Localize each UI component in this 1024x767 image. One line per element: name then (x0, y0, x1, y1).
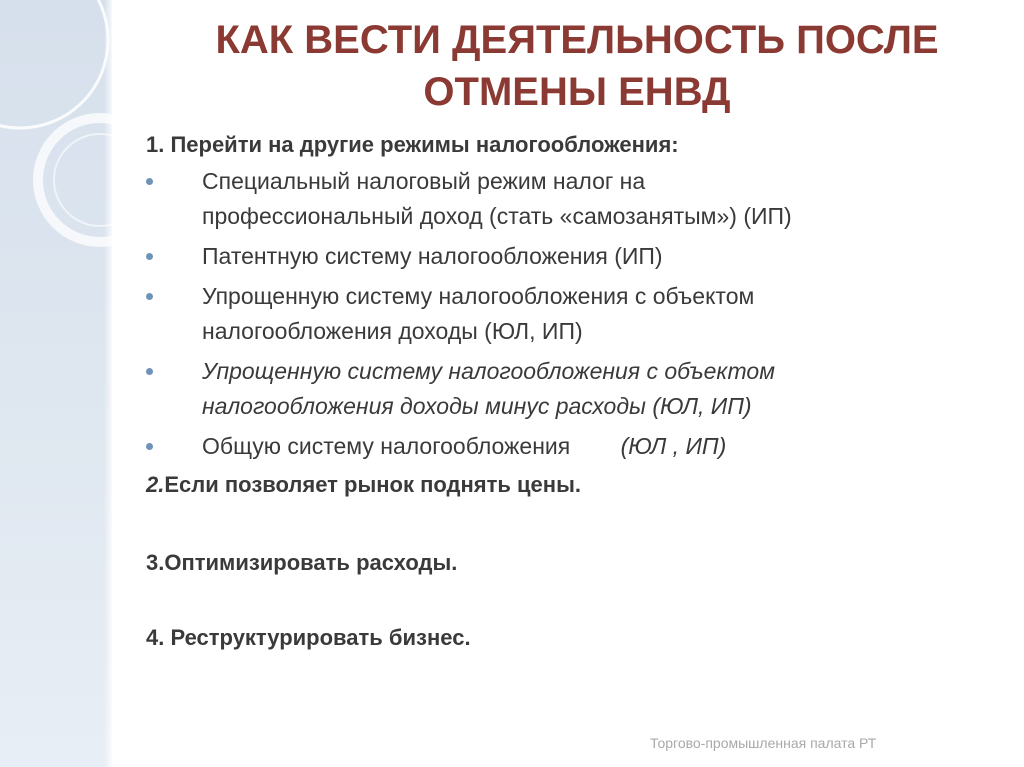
bullet-dot-icon (146, 253, 153, 260)
regime-list (146, 164, 1006, 464)
bullet-4-line-2: налогообложения доходы минус расходы (ЮЛ, ИП) (202, 393, 752, 419)
list-item (146, 164, 1006, 234)
bullet-dot-icon (146, 368, 153, 375)
bullet-3-line-1: Упрощенную систему налогообложения с объектом (202, 283, 755, 309)
list-item (146, 429, 1006, 464)
bullet-2-text: Патентную систему налогообложения (ИП) (202, 243, 663, 269)
left-decor-band (0, 0, 112, 767)
bullet-1-line-2: профессиональный доход (стать «самозанятым») (ИП) (202, 203, 792, 229)
point-3: 3.Оптимизировать расходы. (146, 550, 458, 575)
bullet-dot-icon (146, 178, 153, 185)
slide-content (146, 130, 1006, 653)
band-edge (104, 0, 112, 767)
footer-organization: Торгово-промышленная палата РТ (650, 735, 877, 751)
point-4: 4. Реструктурировать бизнес. (146, 625, 471, 650)
point-2-text: Если позволяет рынок поднять цены. (164, 472, 581, 497)
bullet-4-line-1: Упрощенную систему налогообложения с объектом (202, 358, 775, 384)
title-line-2: ОТМЕНЫ ЕНВД (423, 70, 731, 114)
bullet-5-text: Общую систему налогообложения (202, 433, 571, 459)
list-item (146, 354, 1006, 424)
title-line-1: КАК ВЕСТИ ДЕЯТЕЛЬНОСТЬ ПОСЛЕ (215, 18, 939, 62)
list-item (146, 239, 1006, 274)
bullet-dot-icon (146, 443, 153, 450)
list-item (146, 279, 1006, 349)
decorative-rings-icon (0, 0, 112, 260)
bullet-1-line-1: Специальный налоговый режим налог на (202, 168, 646, 194)
slide-title (140, 14, 1014, 118)
bullet-dot-icon (146, 293, 153, 300)
bullet-3-line-2: налогообложения доходы (ЮЛ, ИП) (202, 318, 583, 344)
point-2-number: 2. (146, 472, 165, 497)
point-2 (146, 470, 1006, 500)
section-1-heading: 1. Перейти на другие режимы налогообложения: (146, 132, 679, 157)
bullet-5-suffix: (ЮЛ , ИП) (620, 433, 727, 459)
